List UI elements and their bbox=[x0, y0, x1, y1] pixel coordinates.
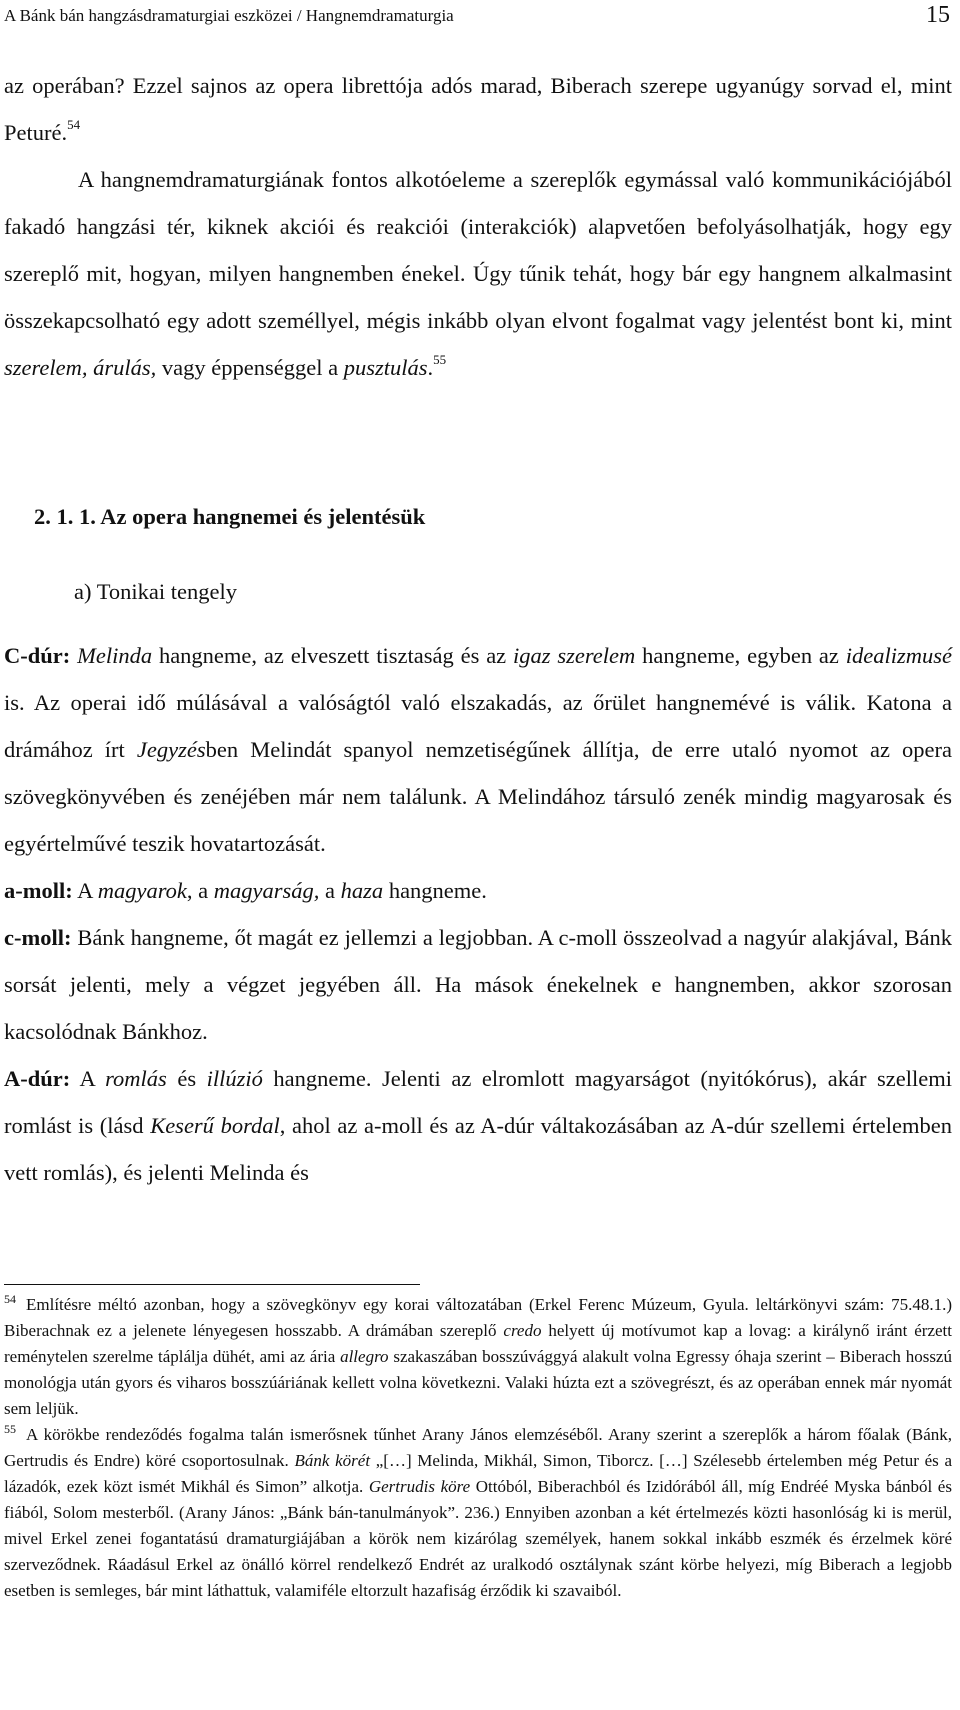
header-title: A Bánk bán hangzásdramaturgiai eszközei / Hangnemdramaturgia bbox=[4, 6, 454, 25]
page-number: 15 bbox=[926, 2, 950, 28]
subsection-heading: a) Tonikai tengely bbox=[74, 579, 237, 604]
footnote-ref-55[interactable]: 55 bbox=[433, 352, 447, 367]
paragraph-2: A hangnemdramaturgiának fontos alkotóeleme a szereplők egymással való kommunikációjából fakadó hangzási tér, kiknek akciói és reakciói (interakciók) alapvetően befolyásolhatják, hogy egy szereplő mit, hogyan, milyen hangnemben énekel. Úgy tűnik tehát, hogy bár egy hangnem alkalmasint összekapcsolható egy adott személlyel, mégis inkább olyan elvont fogalmat vagy jelentést bont ki, mint szerelem, árulás, vagy éppenséggel a pusztulás.$^{55}$ bbox=[4, 167, 952, 380]
footnote-55: $^{55}$ A körökbe rendeződés fogalma talán ismerősnek tűnhet Arany János elemzéséből. Arany szerint a szereplők a három főalak (Bánk, Gertrudis és Endre) köré csoportosulnak. Bánk körét „[…] Melinda, Mikhál, Simon, Tiborcz. […] Szélesebb értelemben még Petur és a lázadók, ezek közt ismét Mikhál és Simon” alkotja. Gertrudis köre Ottóból, Biberachból és Izidórából áll, míg Endréé Myska bánból és fiából, Solom mesterből. (Arany János: „Bánk bán-tanulmányok”. 236.) Ennyiben azonban a két értelmezés közti hasonlóság ki is merül, mivel Erkel zenei fogantatású dramaturgiájában a körök nem kizárólag személyek, hanem sokkal inkább eszmék és érzelmek köré szerveződnek. Ráadásul Erkel az önálló körrel rendelkező Endrét az uralkodó osztálynak szánt körbe helyezi, míg Biberach a legjobb esetben is semleges, bár mint láthattuk, valamiféle eltorzult hazafiság érződik ki szavaiból. bbox=[4, 1422, 953, 1600]
footnote-ref-54[interactable]: 54 bbox=[67, 117, 81, 132]
body-text bbox=[4, 62, 952, 391]
key-c-major: C-dúr: Melinda hangneme, az elveszett tisztaság és az igaz szerelem hangneme, egyben az idealizmusé is. Az operai idő múlásával a valóságtól való elszakadás, az őrület hangnemévé is válik. Katona a drámához írt Jegyzésben Melindát spanyol nemzetiségűnek állítja, de erre utaló nyomot az opera szövegkönyvében és zenéjében már nem találunk. A Melindához társuló zenék mindig magyarosak és egyértelművé teszik hovatartozását. bbox=[4, 643, 953, 856]
key-c-minor: c-moll: Bánk hangneme, őt magát ez jellemzi a legjobban. A c-moll összeolvad a nagyúr alakjával, Bánk sorsát jelenti, mely a végzet jegyében áll. Ha mások énekelnek e hangnemben, akkor szorosan kacsolódnak Bánkhoz. bbox=[4, 925, 952, 1044]
key-definitions bbox=[4, 632, 952, 1196]
section-heading: 2. 1. 1. Az opera hangnemei és jelentésük bbox=[34, 504, 426, 529]
footnotes bbox=[4, 1292, 952, 1604]
footnote-54: $^{54}$ Említésre méltó azonban, hogy a szövegkönyv egy korai változatában (Erkel Ferenc Múzeum, Gyula. leltárkönyvi szám: 75.48.1.) Biberachnak ez a jelenete lényegesen hosszabb. A drámában szereplő credo helyett új motívumot kap a lovag: a királynő iránt érzett reménytelen szerelme táplálja dühét, ami az ária allegro szakaszában bosszúvággyá alakult volna Egressy óhaja szerint – Biberach hosszú monológja után gyors és viharos bosszúáriának kellett volna következni. Valaki húzta ezt a szövegrészt, és az operában ennek már nyomát sem leljük. bbox=[4, 1292, 952, 1418]
paragraph-1: az operában? Ezzel sajnos az opera librettója adós marad, Biberach szerepe ugyanúgy sorvad el, mint Peturé.$^{54}$ bbox=[4, 73, 952, 145]
key-a-minor: a-moll: A magyarok, a magyarság, a haza hangneme. bbox=[4, 878, 487, 903]
key-a-major: A-dúr: A romlás és illúzió hangneme. Jelenti az elromlott magyarságot (nyitókórus), akár szellemi romlást is (lásd Keserű bordal, ahol az a-moll és az A-dúr váltakozásában az A-dúr szellemi értelemben vett romlás), és jelenti Melinda és bbox=[4, 1066, 953, 1185]
footnote-separator bbox=[4, 1284, 420, 1285]
running-header bbox=[4, 2, 954, 30]
